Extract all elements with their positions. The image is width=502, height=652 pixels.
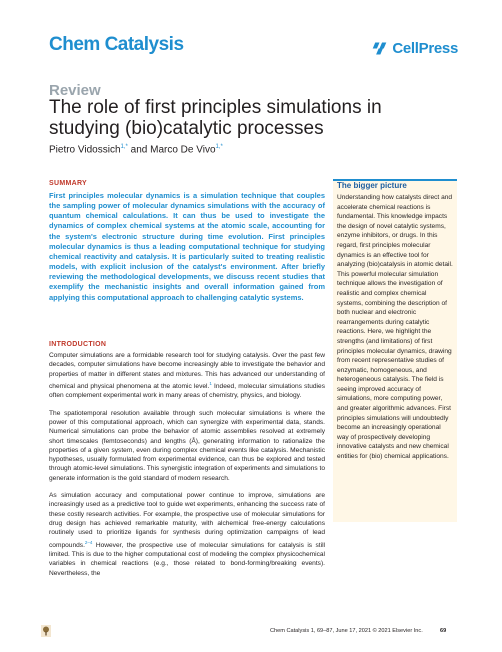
paragraph bbox=[49, 491, 325, 578]
article-type: Review bbox=[49, 82, 101, 99]
citation-ref[interactable]: 1 bbox=[209, 380, 212, 386]
paragraph bbox=[49, 409, 325, 483]
paragraph bbox=[49, 351, 325, 401]
paragraph-text: Indeed, molecular simulations studies often complement experimental work in many areas of chemistry, physics, and biology. bbox=[49, 383, 325, 400]
paragraph-text: The spatiotemporal resolution available through such molecular simulations is where the power of this computational approach, which can synergize with experimental data, stands. Numerical simulations can probe the behavior of atomic assemblies resolved at extremely short timescales (femtoseconds) and lengths (Å), generating information to rationalize the properties of a given system, even during complex chemical events like catalysis. Mechanistic hypotheses, usually formulated from experimental evidence, can thus be explored and tested through atomic-level simulations. This synergistic integration of experiments and simulations to generate information is the gold standard of modern research. bbox=[49, 409, 325, 482]
summary-heading: SUMMARY bbox=[49, 180, 88, 187]
footer-citation: Chem Catalysis 1, 69–87, June 17, 2021 © 2021 Elsevier Inc. bbox=[270, 628, 423, 634]
author-joiner: and bbox=[130, 144, 148, 156]
summary-text: First principles molecular dynamics is a simulation technique that couples the sampling power of molecular dynamics simulations with the accuracy of quantum chemical calculations. It can thus be used to investigate the dynamics of complex chemical systems at the atomic scale, accounting for the system's electronic structure during time evolution. First principles molecular dynamics is thus a leading computational technique for studying chemical reactivity and catalysis. It is particularly suited to treating realistic models, with explicit inclusion of the catalyst's environment. After briefly reviewing the methodological developments, we discuss recent studies that exemplify the mechanistic insights and overall information gained from applying this computational approach to challenging catalytic systems. bbox=[49, 191, 325, 302]
introduction-heading: INTRODUCTION bbox=[49, 341, 107, 348]
journal-title: Chem Catalysis bbox=[49, 34, 184, 55]
introduction-body bbox=[49, 351, 325, 586]
publisher-name: CellPress bbox=[392, 40, 458, 57]
author-name[interactable]: Pietro Vidossich bbox=[49, 144, 121, 156]
citation-ref[interactable]: 2–4 bbox=[84, 539, 93, 545]
paragraph-text: Computer simulations are a formidable research tool for studying catalysis. Over the past few decades, computer simulations have become increasingly able to investigate the behavior and properties of matter in different states and mixtures. This has advanced our understanding of chemical and physical phenomena at the atomic level. bbox=[49, 352, 325, 391]
author-affiliation-mark[interactable]: 1,* bbox=[120, 144, 128, 150]
author-line bbox=[49, 144, 223, 155]
elsevier-tree-icon bbox=[41, 625, 51, 637]
bigger-picture-text: Understanding how catalysts direct and accelerate chemical reactions is fundamental. This knowledge impacts the design of novel catalytic systems, enzyme inhibitors, or drugs. In this regard, first principles molecular dynamics is an effective tool for analyzing (bio)catalysis in atomic detail. This powerful molecular simulation technique allows the investigation of realistic and complex chemical systems, combining the description of both nuclear and electronic rearrangements during catalytic reactions. Here, we highlight the strengths (and limitations) of first principles molecular dynamics, drawing from recent representative studies of enzymatic, homogeneous, and heterogeneous catalysis. The field is seeing improved accuracy of simulations, more computing power, and greater algorithmic advances. First principles simulations will undoubtedly become an increasingly operational way of prospectively developing innovative catalysts and new chemical entities for (bio) chemical applications. bbox=[337, 194, 453, 461]
paragraph-text: As simulation accuracy and computational power continue to improve, simulations are increasingly used as a predictive tool to guide wet experiments, enhancing the success rate of these costly research activities. For example, the prospective use of molecular simulations for drug design has achieved remarkable maturity, with alchemical free-energy calculations routinely used to prioritize ligands for synthesis during optimization campaigns of lead compounds. bbox=[49, 492, 325, 549]
page-number: 69 bbox=[440, 628, 447, 634]
cellpress-icon bbox=[371, 40, 388, 57]
publisher-logo bbox=[371, 40, 458, 57]
author-name[interactable]: Marco De Vivo bbox=[150, 144, 216, 156]
bigger-picture-heading: The bigger picture bbox=[337, 181, 407, 190]
author-affiliation-mark[interactable]: 1,* bbox=[215, 144, 223, 150]
article-title: The role of first principles simulations in studying (bio)catalytic processes bbox=[49, 97, 382, 139]
paragraph-text: However, the prospective use of molecular simulations for catalysis is still limited. This is due to the higher computational cost of modeling the complex physicochemical variables in chemical reactions (e.g., those related to bond-forming/breaking events). Nevertheless, the bbox=[49, 541, 325, 577]
